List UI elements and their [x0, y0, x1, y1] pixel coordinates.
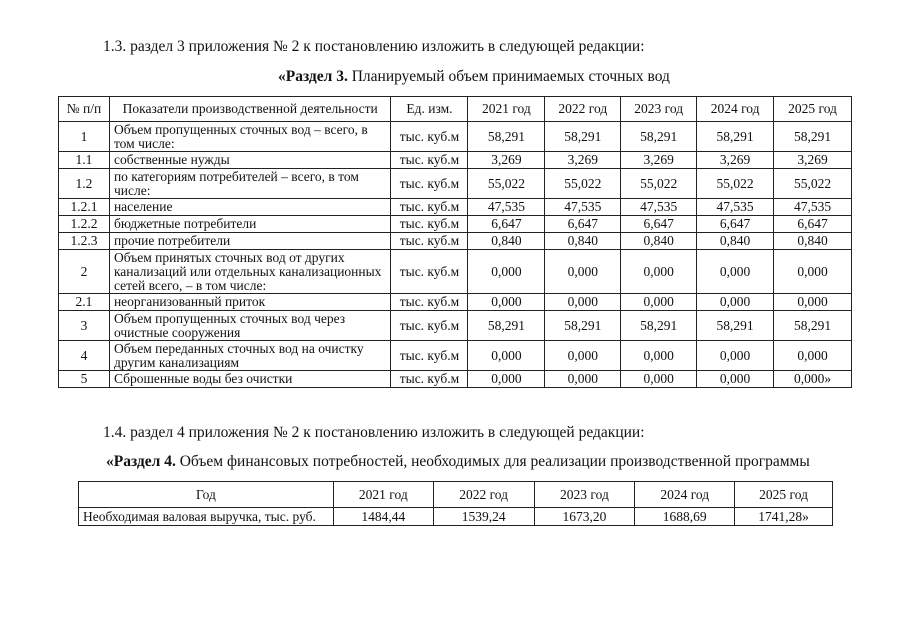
- col-header: 2021 год: [468, 97, 545, 122]
- value-cell: 55,022: [468, 169, 545, 199]
- row-unit: тыс. куб.м: [391, 294, 468, 311]
- table-row: [59, 199, 852, 216]
- row-unit: тыс. куб.м: [391, 341, 468, 371]
- row-indicator: неорганизованный приток: [109, 294, 391, 311]
- row-unit: тыс. куб.м: [391, 152, 468, 169]
- value-cell: 55,022: [774, 169, 852, 199]
- section-4-prefix: «Раздел 4.: [106, 453, 176, 470]
- table-row: [59, 152, 852, 169]
- col-header: Ед. изм.: [391, 97, 468, 122]
- value-cell: 1673,20: [534, 508, 635, 526]
- section-4-heading: [106, 453, 810, 471]
- row-indicator: Объем переданных сточных вод на очистку другим канализациям: [109, 341, 391, 371]
- value-cell: 0,000: [545, 371, 621, 388]
- value-cell: 47,535: [468, 199, 545, 216]
- value-cell: 0,000: [468, 371, 545, 388]
- value-cell: 0,840: [468, 233, 545, 250]
- col-header: 2025 год: [735, 482, 833, 508]
- value-cell: 0,840: [621, 233, 697, 250]
- col-header: 2022 год: [545, 97, 621, 122]
- row-number: 4: [59, 341, 110, 371]
- value-cell: 6,647: [545, 216, 621, 233]
- row-unit: тыс. куб.м: [391, 216, 468, 233]
- row-number: 5: [59, 371, 110, 388]
- table-row: [59, 233, 852, 250]
- value-cell: 58,291: [621, 122, 697, 152]
- paragraph-1-3: 1.3. раздел 3 приложения № 2 к постановлению изложить в следующей редакции:: [103, 38, 645, 55]
- row-indicator: Сброшенные воды без очистки: [109, 371, 391, 388]
- value-cell: 0,000: [621, 371, 697, 388]
- value-cell: 58,291: [697, 311, 774, 341]
- col-header: 2025 год: [774, 97, 852, 122]
- value-cell: 47,535: [697, 199, 774, 216]
- table-row: [59, 371, 852, 388]
- value-cell: 0,840: [697, 233, 774, 250]
- value-cell: 0,000: [697, 250, 774, 294]
- col-header: 2023 год: [534, 482, 635, 508]
- value-cell: 0,000: [621, 294, 697, 311]
- value-cell: 55,022: [621, 169, 697, 199]
- col-header: 2024 год: [697, 97, 774, 122]
- row-indicator: прочие потребители: [109, 233, 391, 250]
- row-number: 1.2: [59, 169, 110, 199]
- value-cell: 47,535: [774, 199, 852, 216]
- value-cell: 6,647: [774, 216, 852, 233]
- value-cell: 6,647: [468, 216, 545, 233]
- value-cell: 1484,44: [333, 508, 433, 526]
- table-row: [59, 311, 852, 341]
- section-3-table: [58, 96, 852, 388]
- value-cell: 3,269: [468, 152, 545, 169]
- table-row: [59, 341, 852, 371]
- table-row: [79, 508, 833, 526]
- value-cell: 3,269: [621, 152, 697, 169]
- col-header: № п/п: [59, 97, 110, 122]
- table-header-row: [79, 482, 833, 508]
- value-cell: 1539,24: [433, 508, 534, 526]
- row-indicator: собственные нужды: [109, 152, 391, 169]
- row-unit: тыс. куб.м: [391, 169, 468, 199]
- value-cell: 3,269: [545, 152, 621, 169]
- col-header: Показатели производственной деятельности: [109, 97, 391, 122]
- table-row: [59, 294, 852, 311]
- value-cell: 6,647: [697, 216, 774, 233]
- row-number: 1: [59, 122, 110, 152]
- table-header-row: [59, 97, 852, 122]
- value-cell: 0,000: [774, 341, 852, 371]
- row-indicator: Объем пропущенных сточных вод – всего, в том числе:: [109, 122, 391, 152]
- row-indicator: бюджетные потребители: [109, 216, 391, 233]
- row-indicator: население: [109, 199, 391, 216]
- col-header: 2023 год: [621, 97, 697, 122]
- row-number: 1.2.2: [59, 216, 110, 233]
- table-row: [59, 169, 852, 199]
- row-indicator: Объем принятых сточных вод от других канализаций или отдельных канализационных сетей всего, – в том числе:: [109, 250, 391, 294]
- value-cell: 58,291: [621, 311, 697, 341]
- paragraph-1-4: 1.4. раздел 4 приложения № 2 к постановлению изложить в следующей редакции:: [103, 424, 645, 441]
- value-cell: 0,840: [545, 233, 621, 250]
- row-number: 1.2.1: [59, 199, 110, 216]
- value-cell: 0,000: [774, 294, 852, 311]
- value-cell: 0,000: [545, 341, 621, 371]
- row-unit: тыс. куб.м: [391, 371, 468, 388]
- section-4-table: [78, 481, 833, 526]
- value-cell: 0,000: [621, 341, 697, 371]
- value-cell: 0,840: [774, 233, 852, 250]
- table-row: [59, 250, 852, 294]
- value-cell: 58,291: [774, 122, 852, 152]
- value-cell: 3,269: [697, 152, 774, 169]
- table-row: [59, 216, 852, 233]
- row-indicator: Объем пропущенных сточных вод через очистные сооружения: [109, 311, 391, 341]
- row-unit: тыс. куб.м: [391, 233, 468, 250]
- value-cell: 58,291: [545, 122, 621, 152]
- section-3-prefix: «Раздел 3.: [278, 68, 348, 85]
- row-number: 2: [59, 250, 110, 294]
- row-number: 2.1: [59, 294, 110, 311]
- col-header: 2021 год: [333, 482, 433, 508]
- value-cell: 58,291: [468, 122, 545, 152]
- value-cell: 3,269: [774, 152, 852, 169]
- value-cell: 47,535: [545, 199, 621, 216]
- value-cell: 0,000: [468, 250, 545, 294]
- section-4-title: Объем финансовых потребностей, необходимых для реализации производственной программы: [175, 453, 810, 470]
- row-number: 1.1: [59, 152, 110, 169]
- col-header: 2022 год: [433, 482, 534, 508]
- value-cell: 0,000: [545, 250, 621, 294]
- row-unit: тыс. куб.м: [391, 311, 468, 341]
- row-unit: тыс. куб.м: [391, 199, 468, 216]
- row-number: 3: [59, 311, 110, 341]
- value-cell: 55,022: [697, 169, 774, 199]
- row-indicator: по категориям потребителей – всего, в том числе:: [109, 169, 391, 199]
- value-cell: 0,000: [468, 294, 545, 311]
- value-cell: 58,291: [545, 311, 621, 341]
- row-unit: тыс. куб.м: [391, 122, 468, 152]
- row-label: Необходимая валовая выручка, тыс. руб.: [79, 508, 334, 526]
- value-cell: 0,000: [545, 294, 621, 311]
- col-header: 2024 год: [635, 482, 735, 508]
- section-3-title: Планируемый объем принимаемых сточных вод: [347, 68, 670, 85]
- table-row: [59, 122, 852, 152]
- value-cell: 1688,69: [635, 508, 735, 526]
- value-cell: 1741,28»: [735, 508, 833, 526]
- row-unit: тыс. куб.м: [391, 250, 468, 294]
- value-cell: 55,022: [545, 169, 621, 199]
- value-cell: 58,291: [468, 311, 545, 341]
- value-cell: 0,000: [621, 250, 697, 294]
- row-number: 1.2.3: [59, 233, 110, 250]
- value-cell: 0,000: [468, 341, 545, 371]
- value-cell: 0,000: [697, 341, 774, 371]
- value-cell: 47,535: [621, 199, 697, 216]
- value-cell: 58,291: [697, 122, 774, 152]
- value-cell: 0,000: [697, 294, 774, 311]
- col-header: Год: [79, 482, 334, 508]
- value-cell: 6,647: [621, 216, 697, 233]
- value-cell: 58,291: [774, 311, 852, 341]
- value-cell: 0,000»: [774, 371, 852, 388]
- value-cell: 0,000: [774, 250, 852, 294]
- section-3-heading: [278, 68, 670, 86]
- value-cell: 0,000: [697, 371, 774, 388]
